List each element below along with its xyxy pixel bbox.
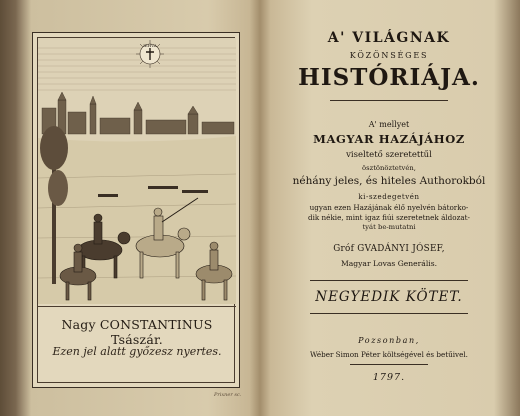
subtitle-line: MAGYAR HAZÁJÁHOZ xyxy=(313,132,465,146)
engraved-plate xyxy=(32,32,240,388)
title-line-2: KÖZÖNSÉGES xyxy=(349,51,429,60)
author-title: Magyar Lovas Generális. xyxy=(340,259,438,268)
volume-label: NEGYEDIK KÖTET. xyxy=(315,289,463,305)
divider xyxy=(330,100,448,101)
engraver-signature: Prixner sc. xyxy=(214,392,242,398)
subtitle-line: viseltető szeretettűl xyxy=(346,150,432,160)
subtitle-line: ugyan ezen Hazájának élő nyelvén bátorko- xyxy=(309,203,469,212)
subtitle-line: ösztönöztetvén, xyxy=(362,164,416,172)
divider xyxy=(350,364,428,365)
imprint-printer: Wéber Simon Péter költségével és betűivel. xyxy=(310,350,468,359)
subtitle-line: A' mellyet xyxy=(368,120,410,129)
subtitle-line: dik nékie, mint igaz fiúi szeretetnek áldozat- xyxy=(308,213,470,222)
caption-motto: Ezen jel alatt győzesz nyertes. xyxy=(52,345,222,358)
subtitle-line: ki-szedegetvén xyxy=(358,193,420,201)
divider xyxy=(310,280,468,281)
author-name: Gróf GVADÁNYI JÓSEF, xyxy=(333,244,445,254)
svg-text:IEHVA: IEHVA xyxy=(143,43,157,48)
imprint-year: 1797. xyxy=(372,372,406,383)
plate-frame xyxy=(37,37,235,383)
subtitle-line: néhány jeles, és hiteles Authorokból xyxy=(292,175,486,187)
title-line-1: A' VILÁGNAK xyxy=(327,30,451,46)
battle-engraving xyxy=(38,38,236,304)
plate-caption xyxy=(38,306,236,385)
imprint-place: Pozsonban, xyxy=(358,336,420,345)
title-page xyxy=(270,10,508,408)
caption-title: Nagy CONSTANTINUS Tsászár. xyxy=(61,317,213,347)
title-line-3: HISTÓRIÁJA. xyxy=(298,64,480,91)
divider xyxy=(310,313,468,314)
subtitle-line: tyát be-mutatni xyxy=(362,223,416,231)
frontispiece-page xyxy=(18,10,260,408)
